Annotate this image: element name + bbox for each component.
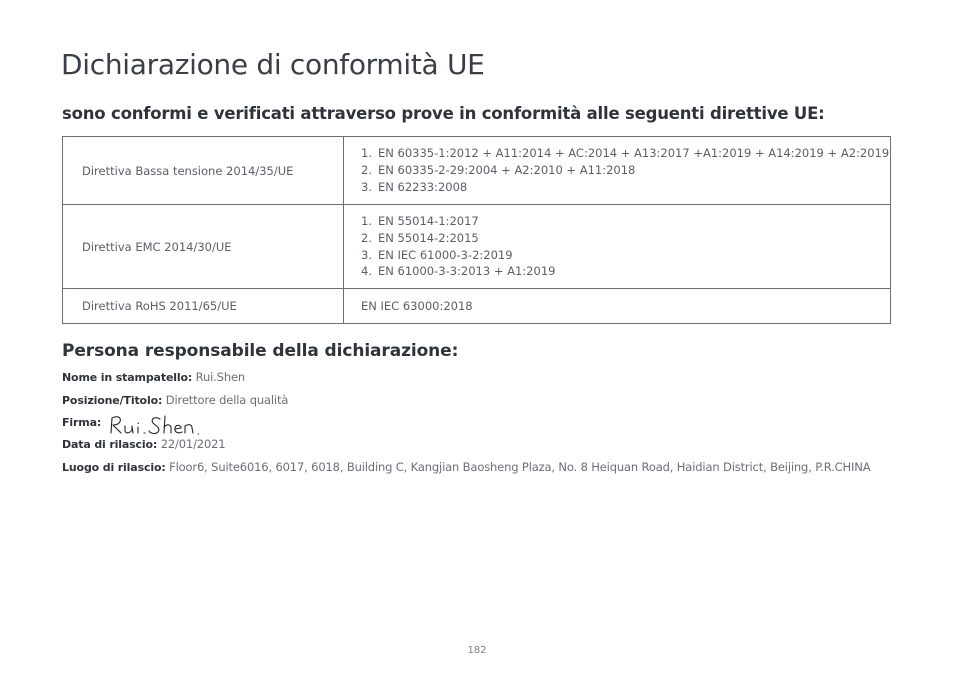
list-item: 2. EN 60335-2-29:2004 + A2:2010 + A11:2018 (361, 163, 636, 178)
responsible-section-title: Persona responsabile della dichiarazione: (62, 341, 459, 361)
name-value: Rui.Shen (195, 370, 246, 384)
list-item: 1. EN 60335-1:2012 + A11:2014 + AC:2014 + A13:2017 +A1:2019 + A14:2019 + A2:2019 (361, 146, 890, 161)
position-value: Direttore della qualità (165, 393, 289, 407)
directive-name: Direttiva RoHS 2011/65/UE (63, 289, 344, 324)
directive-standard: EN IEC 63000:2018 (344, 289, 891, 324)
directive-standards (344, 205, 891, 289)
signature-line (62, 415, 101, 429)
directives-table (62, 136, 891, 324)
standards-list (361, 213, 890, 280)
list-item: 3. EN 62233:2008 (361, 179, 468, 194)
date-label: Data di rilascio: (62, 438, 158, 451)
date-line (62, 437, 225, 451)
list-item: 2. EN 55014-2:2015 (361, 230, 479, 245)
page-title: Dichiarazione di conformità UE (61, 48, 485, 81)
signature-label: Firma: (62, 416, 102, 429)
list-item: 4. EN 61000-3-3:2013 + A1:2019 (361, 264, 556, 279)
name-label: Nome in stampatello: (62, 371, 193, 384)
name-line (62, 370, 245, 384)
directive-name: Direttiva EMC 2014/30/UE (63, 205, 344, 289)
directives-intro: sono conformi e verificati attraverso prove in conformità alle seguenti direttive UE: (62, 104, 825, 123)
directive-name: Direttiva Bassa tensione 2014/35/UE (63, 137, 344, 205)
place-value: Floor6, Suite6016, 6017, 6018, Building C, Kangjian Baosheng Plaza, No. 8 Heiquan Road, Haidian District, Beijing, P.R.CHINA (169, 460, 871, 474)
page-number: 182 (467, 645, 487, 656)
table-row (63, 137, 891, 205)
list-item: 1. EN 55014-1:2017 (361, 213, 479, 228)
date-value: 22/01/2021 (160, 437, 226, 451)
place-label: Luogo di rilascio: (62, 461, 166, 474)
standards-list (361, 145, 890, 195)
place-line (62, 460, 870, 474)
table-row (63, 205, 891, 289)
table-row (63, 289, 891, 324)
position-label: Posizione/Titolo: (62, 394, 163, 407)
handwritten-signature (108, 410, 208, 438)
list-item: 3. EN IEC 61000-3-2:2019 (361, 247, 513, 262)
position-line (62, 393, 288, 407)
directive-standards (344, 137, 891, 205)
